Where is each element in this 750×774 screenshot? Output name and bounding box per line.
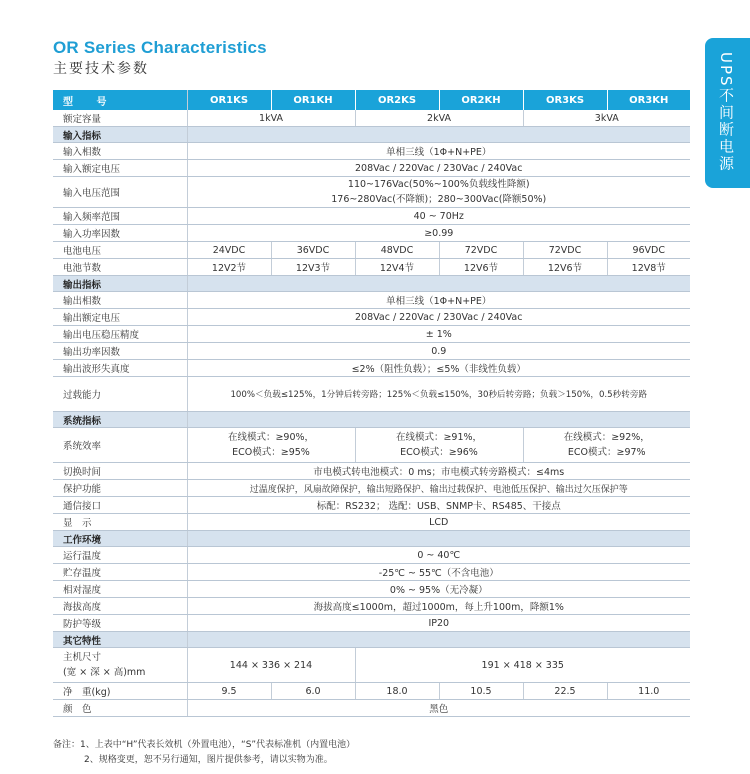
row-label: 输出功率因数 [53, 343, 187, 360]
row-weight [53, 683, 690, 700]
row-value: 0% ~ 95%（无冷凝） [187, 581, 690, 598]
row-value: 208Vac / 220Vac / 230Vac / 240Vac [187, 160, 690, 177]
row-value: 100%＜负载≤125%，1分钟后转旁路；125%＜负载≤150%，30秒后转旁路；负载＞150%，0.5秒转旁路 [187, 377, 690, 412]
row-value: 标配：RS232； 选配：USB、SNMP卡、RS485、干接点 [187, 497, 690, 514]
row-out-voltage [53, 309, 690, 326]
row-out-accuracy [53, 326, 690, 343]
row-value: IP20 [187, 615, 690, 632]
footnote-2: 2、规格变更，恕不另行通知，图片提供参考，请以实物为准。 [84, 755, 333, 765]
row-value: 单相三线（1Φ+N+PE） [187, 143, 690, 160]
cell: 12V2节 [187, 259, 271, 276]
row-value: 0.9 [187, 343, 690, 360]
cell: 96VDC [607, 242, 690, 259]
row-in-range [53, 177, 690, 208]
row-label: 输出额定电压 [53, 309, 187, 326]
size-2k-3k: 191 × 418 × 335 [355, 648, 690, 683]
row-label: 电池节数 [53, 259, 187, 276]
section-system [53, 412, 690, 428]
section-title: 工作环境 [53, 531, 187, 547]
row-label: 显 示 [53, 514, 187, 531]
row-label: 颜 色 [53, 700, 187, 717]
cell: 22.5 [523, 683, 607, 700]
row-overload [53, 377, 690, 412]
side-category-tab [705, 38, 750, 188]
section-other [53, 632, 690, 648]
row-altitude [53, 598, 690, 615]
row-label: 输出电压稳压精度 [53, 326, 187, 343]
section-input [53, 127, 690, 143]
row-label: 输出波形失真度 [53, 360, 187, 377]
cell: 9.5 [187, 683, 271, 700]
row-value: 海拔高度≤1000m，超过1000m，每上升100m，降额1% [187, 598, 690, 615]
efficiency-3k [523, 428, 690, 463]
model-or3kh: OR3KH [607, 90, 690, 110]
footnote-1: 备注：1、上表中“H”代表长效机（外置电池），“S”代表标准机（内置电池） [53, 740, 356, 750]
row-label: 运行温度 [53, 547, 187, 564]
cell: 11.0 [607, 683, 690, 700]
efficiency-eco: ECO模式：≥95% [232, 447, 310, 458]
cell: 10.5 [439, 683, 523, 700]
row-label [53, 648, 187, 683]
efficiency-online: 在线模式：≥90%， [227, 432, 315, 443]
row-bat-voltage [53, 242, 690, 259]
row-value: 0 ~ 40℃ [187, 547, 690, 564]
cell: 12V4节 [355, 259, 439, 276]
row-label: 贮存温度 [53, 564, 187, 581]
row-label: 输入相数 [53, 143, 187, 160]
model-or1ks: OR1KS [187, 90, 271, 110]
row-size [53, 648, 690, 683]
cell: 36VDC [271, 242, 355, 259]
section-title: 输入指标 [53, 127, 187, 143]
row-value: ≥0.99 [187, 225, 690, 242]
capacity-3k: 3kVA [523, 110, 690, 127]
efficiency-eco: ECO模式：≥96% [400, 447, 478, 458]
row-value: 单相三线（1Φ+N+PE） [187, 292, 690, 309]
section-title: 其它特性 [53, 632, 187, 648]
row-efficiency [53, 428, 690, 463]
row-label: 输入额定电压 [53, 160, 187, 177]
cell: 24VDC [187, 242, 271, 259]
row-value: 市电模式转电池模式：0 ms；市电模式转旁路模式：≤4ms [187, 463, 690, 480]
side-tab-label: UPS不间断电源 [717, 52, 735, 173]
model-or3ks: OR3KS [523, 90, 607, 110]
size-label-line1: 主机尺寸 [63, 652, 102, 663]
cell: 72VDC [439, 242, 523, 259]
model-or2ks: OR2KS [355, 90, 439, 110]
cell: 12V8节 [607, 259, 690, 276]
row-capacity [53, 110, 690, 127]
row-label: 净 重(kg) [53, 683, 187, 700]
in-range-line1: 110~176Vac(50%~100%负载线性降额) [347, 179, 530, 190]
efficiency-eco: ECO模式：≥97% [567, 447, 646, 458]
row-value: 208Vac / 220Vac / 230Vac / 240Vac [187, 309, 690, 326]
row-label: 相对湿度 [53, 581, 187, 598]
cell: 18.0 [355, 683, 439, 700]
row-label: 过载能力 [53, 377, 187, 412]
row-color [53, 700, 690, 717]
row-label: 海拔高度 [53, 598, 187, 615]
capacity-2k: 2kVA [355, 110, 523, 127]
row-label: 输出相数 [53, 292, 187, 309]
row-value: 黑色 [187, 700, 690, 717]
cell: 6.0 [271, 683, 355, 700]
model-or1kh: OR1KH [271, 90, 355, 110]
row-comm [53, 497, 690, 514]
row-bat-count [53, 259, 690, 276]
cell: 72VDC [523, 242, 607, 259]
row-transfer [53, 463, 690, 480]
header-model-label: 型 号 [53, 90, 187, 110]
row-label: 输入电压范围 [53, 177, 187, 208]
capacity-1k: 1kVA [187, 110, 355, 127]
in-range-line2: 176~280Vac(不降额)；280~300Vac(降额50%) [331, 194, 547, 205]
row-value: 过温度保护，风扇故障保护，输出短路保护、输出过载保护、电池低压保护、输出过欠压保护等 [187, 480, 690, 497]
row-ip [53, 615, 690, 632]
row-label: 输入功率因数 [53, 225, 187, 242]
row-display [53, 514, 690, 531]
size-1k: 144 × 336 × 214 [187, 648, 355, 683]
row-in-voltage [53, 160, 690, 177]
row-label: 额定容量 [53, 110, 187, 127]
row-label: 通信接口 [53, 497, 187, 514]
section-environment [53, 531, 690, 547]
row-label: 输入频率范围 [53, 208, 187, 225]
row-out-thd [53, 360, 690, 377]
row-value: ± 1% [187, 326, 690, 343]
row-protection [53, 480, 690, 497]
row-value: -25℃ ~ 55℃（不含电池） [187, 564, 690, 581]
row-label: 切换时间 [53, 463, 187, 480]
row-label: 保护功能 [53, 480, 187, 497]
row-in-pf [53, 225, 690, 242]
efficiency-online: 在线模式：≥91%， [395, 432, 483, 443]
cell: 12V3节 [271, 259, 355, 276]
row-label: 系统效率 [53, 428, 187, 463]
header-row [53, 90, 690, 110]
size-label-line2: (宽 × 深 × 高)mm [63, 667, 146, 678]
row-humidity [53, 581, 690, 598]
cell: 12V6节 [439, 259, 523, 276]
row-storage-temp [53, 564, 690, 581]
row-op-temp [53, 547, 690, 564]
section-title: 输出指标 [53, 276, 187, 292]
row-value [187, 177, 690, 208]
row-value: 40 ~ 70Hz [187, 208, 690, 225]
row-out-phase [53, 292, 690, 309]
row-label: 防护等级 [53, 615, 187, 632]
efficiency-1k [187, 428, 355, 463]
title-english: OR Series Characteristics [53, 38, 267, 57]
efficiency-online: 在线模式：≥92%， [563, 432, 650, 443]
footnotes [53, 738, 355, 768]
row-value: ≤2%（阻性负载）；≤5%（非线性负载） [187, 360, 690, 377]
row-in-freq [53, 208, 690, 225]
section-title: 系统指标 [53, 412, 187, 428]
row-value: LCD [187, 514, 690, 531]
cell: 12V6节 [523, 259, 607, 276]
row-in-phase [53, 143, 690, 160]
row-out-pf [53, 343, 690, 360]
model-or2kh: OR2KH [439, 90, 523, 110]
row-label: 电池电压 [53, 242, 187, 259]
section-output [53, 276, 690, 292]
spec-table [53, 90, 690, 717]
title-chinese: 主要技术参数 [53, 61, 149, 77]
cell: 48VDC [355, 242, 439, 259]
efficiency-2k [355, 428, 523, 463]
